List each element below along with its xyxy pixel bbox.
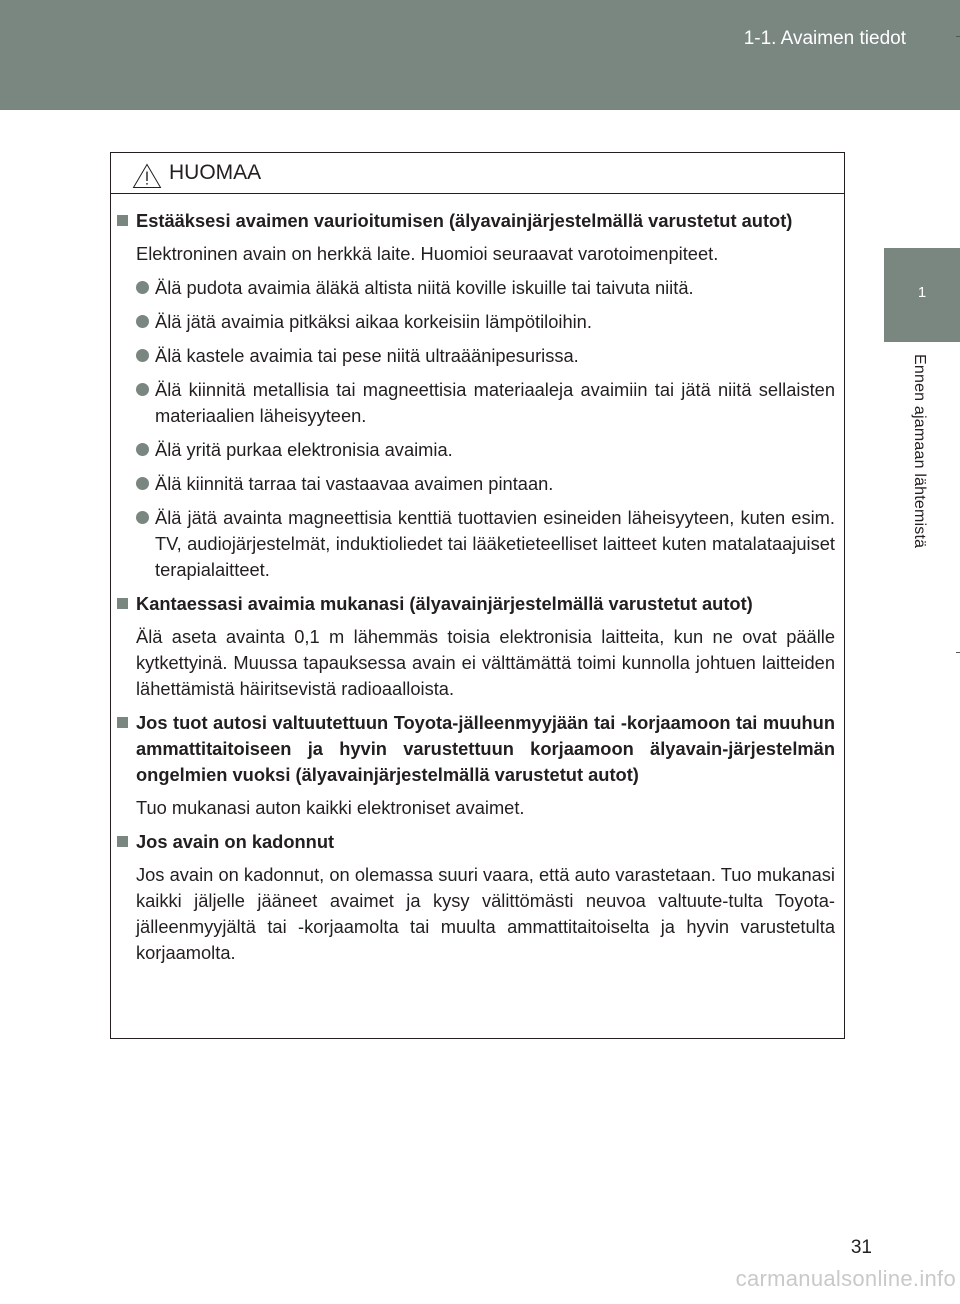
section-heading: Jos tuot autosi valtuutettuun Toyota-jälleenmyyjään tai -korjaamoon tai muuhun ammattitaitoiseen ja hyvin varustettuun korjaamoon älyavain-järjestelmän ongelmien vuoksi (älyavainjärjestelmällä varustetut autot) xyxy=(111,710,835,788)
section-paragraph: Tuo mukanasi auton kaikki elektroniset avaimet. xyxy=(136,797,525,818)
notice-header xyxy=(111,153,844,194)
list-item: Älä jätä avainta magneettisia kenttiä tuottavien esineiden läheisyyteen, kuten esim. TV, audiojärjestelmät, induktioliedet tai lääketieteelliset laitteet kuten matalataajuiset terapialaitteet. xyxy=(111,505,835,583)
chapter-label: Ennen ajamaan lähtemistä xyxy=(911,354,928,549)
list-item: Älä jätä avaimia pitkäksi aikaa korkeisiin lämpötiloihin. xyxy=(111,309,835,335)
notice-box xyxy=(110,152,845,1039)
square-bullet-icon xyxy=(117,215,128,226)
crop-mark xyxy=(956,36,960,37)
circle-bullet-icon xyxy=(136,511,149,524)
section-heading: Kantaessasi avaimia mukanasi (älyavainjärjestelmällä varustetut autot) xyxy=(111,591,835,617)
section-paragraph: Älä aseta avainta 0,1 m lähemmäs toisia elektronisia laitteita, kun ne ovat päälle kytkettyinä. Muussa tapauksessa avain ei välttämättä toimi kunnolla johtuen laitteiden lähettämistä häiritsevistä radioaalloista. xyxy=(136,626,835,699)
chapter-tab xyxy=(884,248,960,342)
watermark: carmanualsonline.info xyxy=(735,1266,956,1291)
notice-title: HUOMAA xyxy=(169,161,262,184)
notice-body xyxy=(111,194,844,966)
warning-triangle-icon xyxy=(132,163,162,189)
section-title: 1-1. Avaimen tiedot xyxy=(743,28,906,49)
chapter-number: 1 xyxy=(917,284,927,301)
circle-bullet-icon xyxy=(136,349,149,362)
section-heading: Estääksesi avaimen vaurioitumisen (älyavainjärjestelmällä varustetut autot) xyxy=(111,208,835,234)
square-bullet-icon xyxy=(117,598,128,609)
page-header xyxy=(0,0,960,110)
list-item: Älä kastele avaimia tai pese niitä ultraäänipesurissa. xyxy=(111,343,835,369)
circle-bullet-icon xyxy=(136,315,149,328)
list-item: Älä kiinnitä tarraa tai vastaavaa avaimen pintaan. xyxy=(111,471,835,497)
circle-bullet-icon xyxy=(136,383,149,396)
square-bullet-icon xyxy=(117,836,128,847)
crop-mark xyxy=(956,652,960,653)
section-heading: Jos avain on kadonnut xyxy=(111,829,835,855)
list-item: Älä yritä purkaa elektronisia avaimia. xyxy=(111,437,835,463)
section-paragraph: Elektroninen avain on herkkä laite. Huomioi seuraavat varotoimenpiteet. xyxy=(136,243,719,264)
circle-bullet-icon xyxy=(136,281,149,294)
circle-bullet-icon xyxy=(136,477,149,490)
list-item: Älä pudota avaimia äläkä altista niitä koville iskuille tai taivuta niitä. xyxy=(111,275,835,301)
circle-bullet-icon xyxy=(136,443,149,456)
square-bullet-icon xyxy=(117,717,128,728)
list-item: Älä kiinnitä metallisia tai magneettisia materiaaleja avaimiin tai jätä niitä sellaisten materiaalien läheisyyteen. xyxy=(111,377,835,429)
section-paragraph: Jos avain on kadonnut, on olemassa suuri vaara, että auto varastetaan. Tuo mukanasi kaikki jäljelle jääneet avaimet ja kysy välittömästi neuvoa valtuute-tulta Toyota-jälleenmyyjältä tai -korjaamolta tai muulta ammattitaitoiselta ja hyvin varustetulta korjaamolta. xyxy=(136,864,835,963)
page-number: 31 xyxy=(850,1237,872,1258)
